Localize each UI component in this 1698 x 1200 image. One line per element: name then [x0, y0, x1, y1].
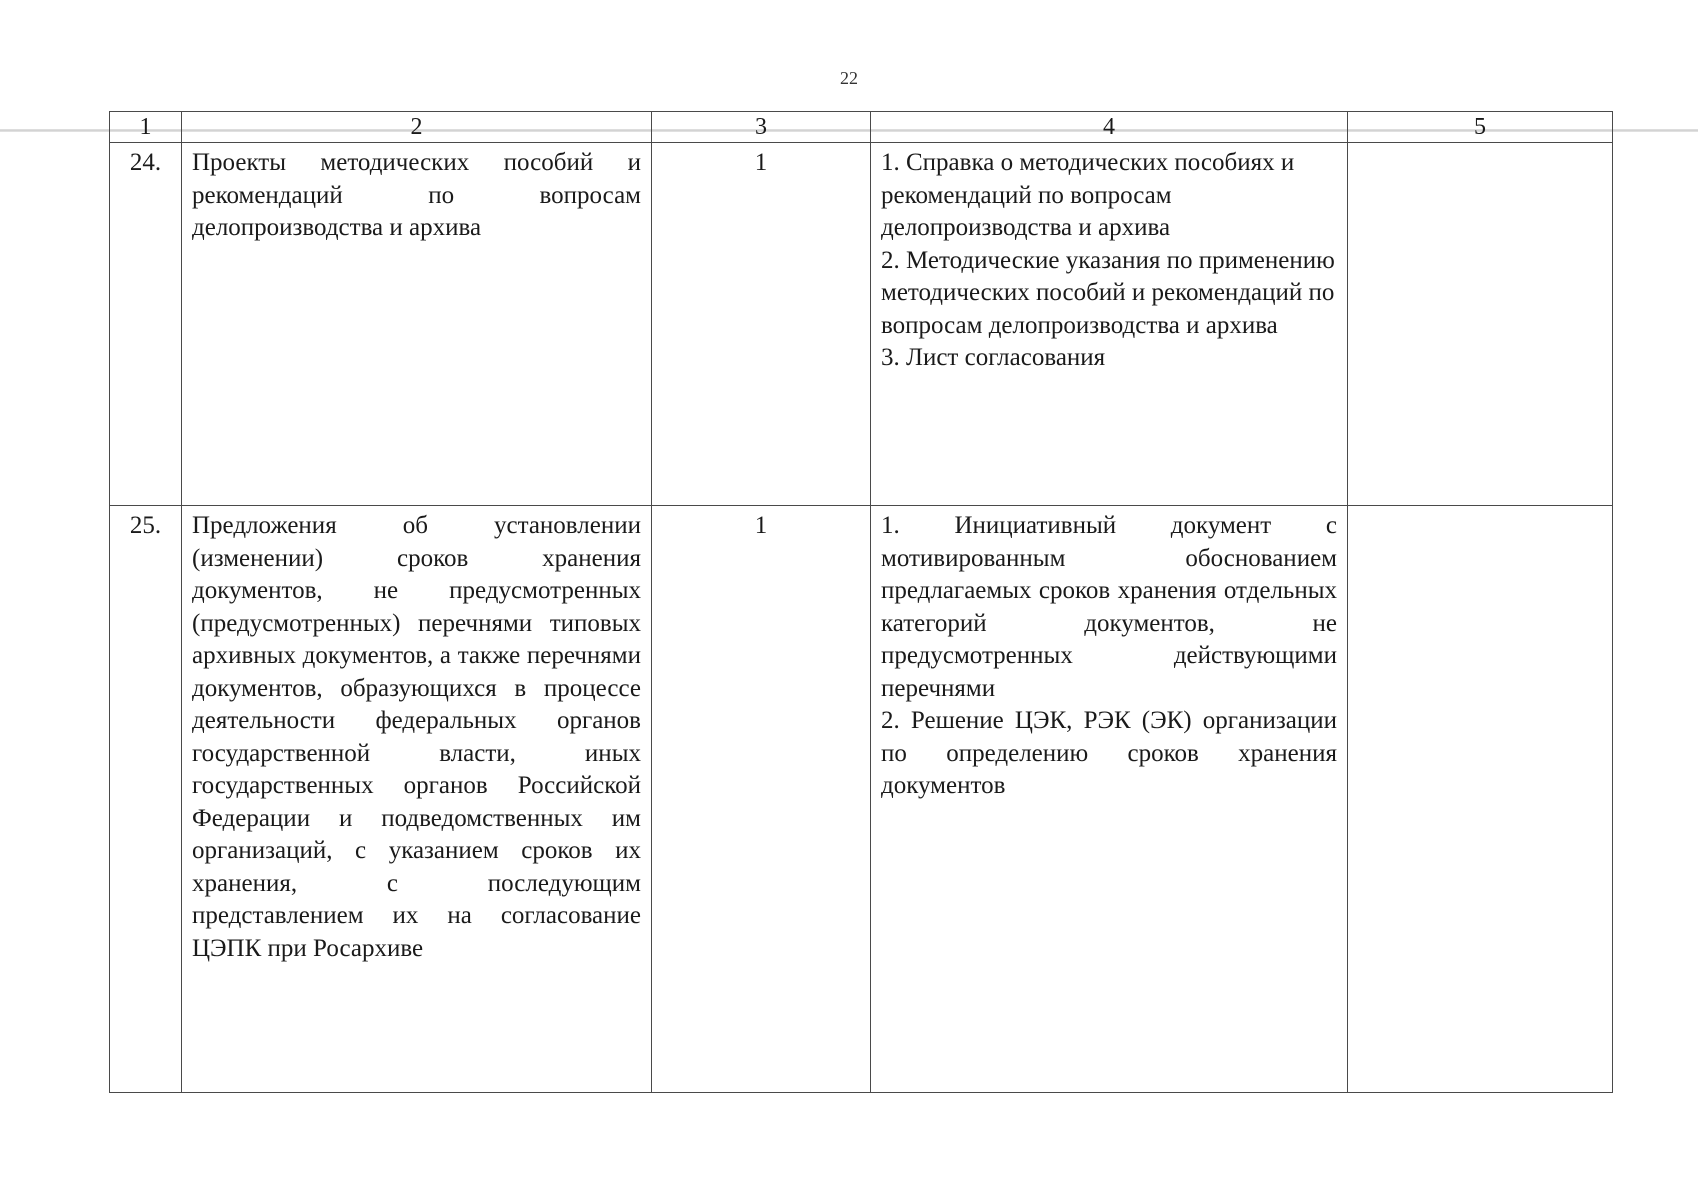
table-row	[110, 143, 1613, 506]
row-number: 24.	[110, 143, 182, 506]
required-documents	[871, 143, 1348, 506]
column-header-1: 1	[110, 112, 182, 143]
document-type: Предложения об установлении (изменении) сроков хранения документов, не предусмотренных (предусмотренных) перечнями типовых архивных документов, а также перечнями документов, образующихся в процессе деятельности федеральных органов государственной власти, иных государственных органов Российской Федерации и подведомственных им организаций, с указанием сроков их хранения, с последующим представлением их на согласование ЦЭПК при Росархиве	[182, 506, 652, 1093]
document-table	[109, 111, 1613, 1093]
quantity: 1	[652, 506, 871, 1093]
required-documents	[871, 506, 1348, 1093]
list-item: 2. Решение ЦЭК, РЭК (ЭК) организации по определению сроков хранения документов	[881, 707, 1337, 799]
list-item: 1. Справка о методических пособиях и рекомендаций по вопросам делопроизводства и архива	[881, 149, 1295, 241]
table-header-row	[110, 112, 1613, 143]
row-number: 25.	[110, 506, 182, 1093]
notes-cell	[1348, 506, 1613, 1093]
column-header-3: 3	[652, 112, 871, 143]
document-type: Проекты методических пособий и рекомендаций по вопросам делопроизводства и архива	[182, 143, 652, 506]
column-header-4: 4	[871, 112, 1348, 143]
list-item: 2. Методические указания по применению методических пособий и рекомендаций по вопросам делопроизводства и архива	[881, 246, 1335, 339]
column-header-5: 5	[1348, 112, 1613, 143]
table-row	[110, 506, 1613, 1093]
list-item: 1. Инициативный документ с мотивированным обоснованием предлагаемых сроков хранения отдельных категорий документов, не предусмотренных действующими перечнями	[881, 512, 1337, 702]
column-header-2: 2	[182, 112, 652, 143]
quantity: 1	[652, 143, 871, 506]
list-item: 3. Лист согласования	[881, 344, 1106, 371]
notes-cell	[1348, 143, 1613, 506]
page-number: 22	[840, 68, 858, 88]
